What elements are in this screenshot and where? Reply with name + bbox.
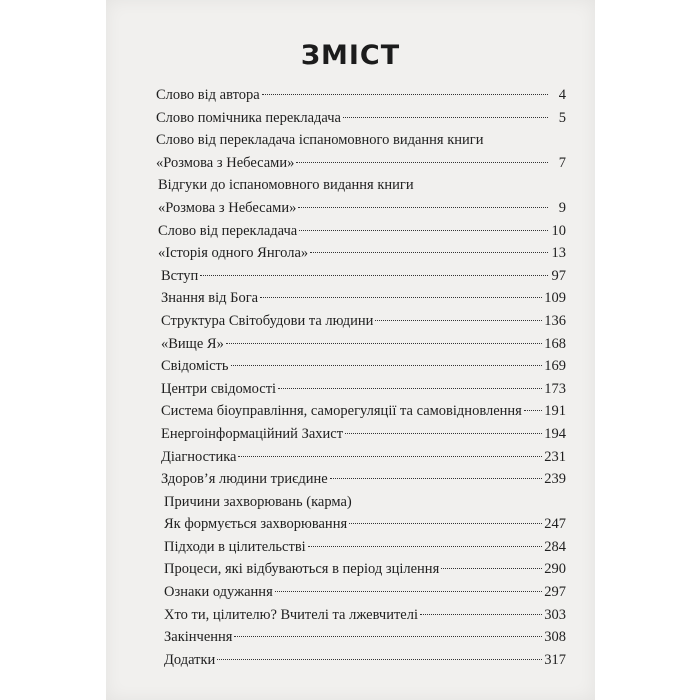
toc-page-number: 136	[544, 312, 566, 329]
toc-entry-line	[156, 152, 566, 175]
toc-entry	[156, 649, 566, 672]
toc-entry-line	[156, 84, 566, 107]
toc-entry-title: «Вище Я»	[161, 335, 224, 352]
toc-entry-line	[164, 604, 566, 627]
dot-leader	[231, 365, 543, 366]
toc-page-number: 168	[544, 335, 566, 352]
toc-entry-title: Свідомість	[161, 358, 229, 375]
toc-page-number: 290	[544, 561, 566, 578]
toc-entry-title: Знання від Бога	[161, 290, 259, 307]
toc-entry-line	[164, 536, 566, 559]
toc-entry-line	[158, 174, 566, 197]
dot-leader	[217, 659, 542, 660]
dot-leader	[375, 320, 542, 321]
toc-page-number: 231	[544, 448, 566, 465]
toc-entry	[156, 626, 566, 649]
dot-leader	[308, 546, 543, 547]
toc-entry-title: Процеси, які відбуваються в період зцілення	[164, 561, 440, 578]
dot-leader	[278, 388, 542, 389]
toc-page-number: 194	[544, 425, 566, 442]
toc-entry-line	[161, 400, 566, 423]
toc-page-number: 284	[544, 538, 566, 555]
toc-entry-title: «Розмова з Небесами»	[158, 199, 297, 216]
toc-entry-title: Додатки	[164, 651, 216, 668]
toc-entry	[156, 310, 566, 333]
dot-leader	[524, 410, 542, 411]
toc-page-number: 303	[544, 606, 566, 623]
toc-entry	[156, 287, 566, 310]
toc-entry-title: Слово від перекладача іспаномовного видання книги	[156, 132, 484, 149]
dot-leader	[262, 94, 548, 95]
dot-leader	[275, 591, 543, 592]
toc-entry-line	[161, 446, 566, 469]
toc-entry	[156, 220, 566, 243]
toc-page-number: 7	[558, 154, 566, 171]
page-title: ЗМІСТ	[300, 40, 401, 71]
toc-page-number: 317	[544, 651, 566, 668]
dot-leader	[330, 478, 543, 479]
toc-entry	[156, 107, 566, 130]
table-of-contents	[156, 84, 566, 671]
toc-entry-title: Підходи в цілительстві	[164, 538, 306, 555]
toc-entry-line	[164, 626, 566, 649]
dot-leader	[310, 252, 548, 253]
toc-entry-line	[161, 333, 566, 356]
dot-leader	[238, 456, 542, 457]
dot-leader	[296, 162, 548, 163]
toc-page-number: 10	[551, 222, 566, 239]
toc-entry	[156, 333, 566, 356]
toc-entry-title: Структура Світобудови та людини	[161, 312, 374, 329]
toc-entry	[156, 265, 566, 288]
toc-entry-line	[156, 107, 566, 130]
toc-entry	[156, 558, 566, 581]
toc-entry	[156, 400, 566, 423]
toc-entry-line	[158, 220, 566, 243]
toc-page-number: 297	[544, 584, 566, 601]
toc-entry-title: Система біоуправління, саморегуляції та самовідновлення	[161, 403, 522, 420]
toc-entry-title: Слово від перекладача	[158, 222, 298, 239]
toc-entry-line	[161, 423, 566, 446]
toc-entry-line	[161, 468, 566, 491]
toc-page-number: 247	[544, 516, 566, 533]
toc-entry-title: Як формується захворювання	[164, 516, 348, 533]
toc-page-number: 173	[544, 380, 566, 397]
dot-leader	[260, 297, 542, 298]
toc-page-number: 109	[544, 290, 566, 307]
dot-leader	[298, 207, 548, 208]
dot-leader	[226, 343, 542, 344]
toc-entry-line	[164, 581, 566, 604]
toc-entry	[156, 423, 566, 446]
toc-entry-title: «Розмова з Небесами»	[156, 154, 295, 171]
toc-entry-title: Здоров’я людини триєдине	[161, 471, 328, 488]
toc-entry	[156, 242, 566, 265]
toc-entry-title: Ознаки одужання	[164, 584, 273, 601]
toc-entry-line	[164, 513, 566, 536]
toc-page-number: 4	[558, 87, 566, 103]
toc-entry-title: Причини захворювань (карма)	[164, 493, 352, 510]
toc-entry-line	[161, 310, 566, 333]
toc-entry-line	[161, 265, 566, 288]
toc-entry-line	[164, 649, 566, 672]
toc-entry	[156, 84, 566, 107]
toc-page-number: 5	[558, 109, 566, 126]
toc-entry	[156, 604, 566, 627]
dot-leader	[345, 433, 542, 434]
toc-entry	[156, 581, 566, 604]
toc-entry-line	[161, 287, 566, 310]
toc-page-number: 308	[544, 629, 566, 646]
toc-entry-title: Енергоінформаційний Захист	[161, 425, 344, 442]
toc-entry-title: Закінчення	[164, 629, 233, 646]
toc-entry	[156, 174, 566, 219]
toc-entry-title: Слово від автора	[156, 87, 260, 103]
book-page	[106, 0, 595, 700]
dot-leader	[234, 636, 542, 637]
toc-entry-line	[158, 242, 566, 265]
toc-entry-title: «Історія одного Янгола»	[158, 245, 309, 262]
toc-entry-title: Центри свідомості	[161, 380, 277, 397]
toc-entry-title: Хто ти, цілителю? Вчителі та лжевчителі	[164, 606, 419, 623]
toc-entry-title: Діагностика	[161, 448, 237, 465]
toc-entry	[156, 491, 566, 536]
toc-page-number: 13	[551, 245, 566, 262]
toc-page-number: 169	[544, 358, 566, 375]
toc-entry-title: Вступ	[161, 267, 199, 284]
toc-entry-line	[164, 491, 566, 514]
toc-page-number: 97	[551, 267, 566, 284]
toc-entry-line	[156, 129, 566, 152]
toc-entry-line	[161, 378, 566, 401]
toc-entry	[156, 468, 566, 491]
toc-entry	[156, 446, 566, 469]
toc-entry	[156, 129, 566, 174]
toc-entry	[156, 355, 566, 378]
toc-entry-line	[158, 197, 566, 220]
dot-leader	[200, 275, 548, 276]
dot-leader	[441, 568, 542, 569]
dot-leader	[420, 614, 542, 615]
toc-entry	[156, 378, 566, 401]
dot-leader	[343, 117, 548, 118]
toc-entry	[156, 536, 566, 559]
toc-entry-title: Відгуки до іспаномовного видання книги	[158, 177, 414, 194]
toc-page-number: 9	[558, 199, 566, 216]
toc-entry-line	[164, 558, 566, 581]
toc-page-number: 191	[544, 403, 566, 420]
dot-leader	[349, 523, 542, 524]
toc-entry-line	[161, 355, 566, 378]
dot-leader	[299, 230, 548, 231]
toc-entry-title: Слово помічника перекладача	[156, 109, 341, 126]
toc-page-number: 239	[544, 471, 566, 488]
